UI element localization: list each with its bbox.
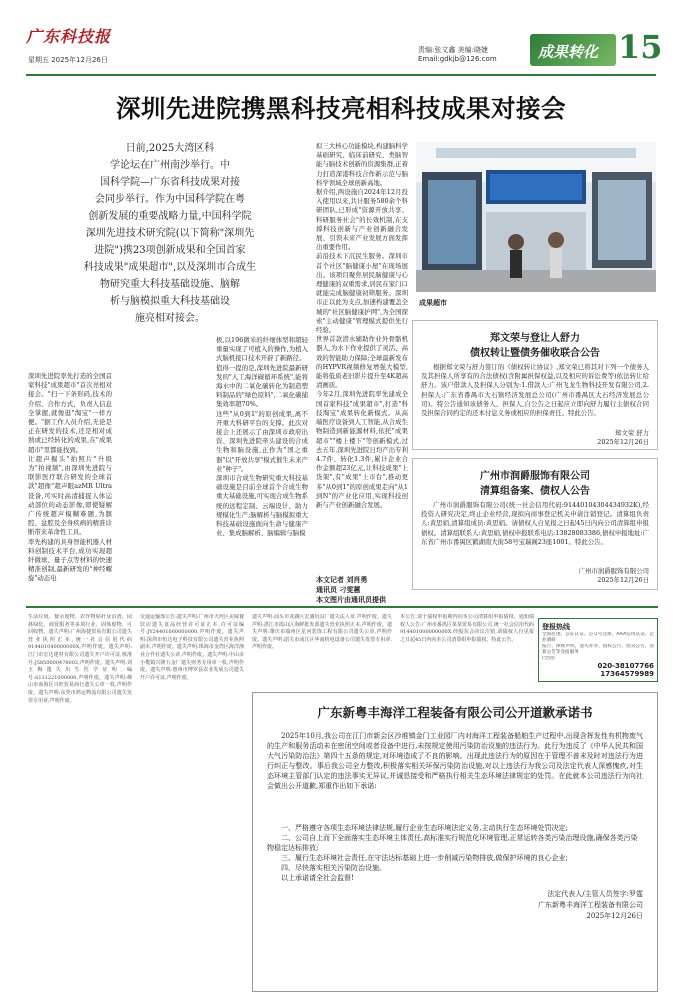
pledge-date: 2025年12月26日 [586, 912, 643, 920]
notice-debt-transfer [412, 320, 658, 450]
masthead-rule [26, 74, 656, 76]
lead-line: 会同步举行。作为中国科学院在粤 [95, 194, 245, 205]
lead-line: 深圳先进技术研究院(以下简称"深圳先 [85, 228, 255, 239]
body-column-1: 极,以196微米的纤细体型和超轻重量实现了可植入的操作,为植入式脑机接口技术开辟了新路径。 值得一提的是,深圳先进院最新研发的"人工海洋碳循环系统",能将海水中的二氧化碳转化为制造塑料制品的"绿色原料",二氧化碳捕集效率超70%。 这些"从0到1"的原创成果,离不开重大科研平台的支撑。此次对接会上还展示了由深圳市政府出资、深圳先进院牵头建设的合成生物和脑设施,正作为"国之重器"以"开放共享"模式催生未来产业"种子"。 深圳市合成生物研究重大科技基础设施是目前全球首个合成生物重大基础设施,可实现合成生物系统的远程定制、云端设计、助力规模化生产;脑解析与脑模拟重大科技基础设施面向生命与健康产业、集成脑解析、脑编辑与脑模 [216, 336, 308, 538]
pledge-item: 一、严格遵守各项生态环境法律法规,履行企业生态环境法定义务,主动执行生态环境处罚决定; [281, 824, 568, 832]
paper-name: 广东科技报 [26, 27, 112, 46]
byline-photo: 本文图片由通讯员提供 [316, 596, 386, 604]
ad-phone-2: 17364579989 [600, 670, 654, 678]
ad-line-2: 报告、律师声明、遗失补办、债权公告、拍卖公告、清算公告等登报服务 [542, 644, 654, 655]
notice1-subtitle: 债权转让暨债务催收联合公告 [470, 348, 600, 359]
lead-line: 物研究重大科技基础设施、脑解 [100, 279, 240, 290]
notice1-date: 2025年12月26日 [597, 438, 649, 446]
pledge-title: 广东新粤丰海洋工程装备有限公司公开道歉承诺书 [317, 705, 593, 720]
apology-pledge [252, 692, 658, 992]
notice2-sign: 广州市润爵服饰有限公司 [578, 567, 649, 575]
lead-line: 进院")携23项创新成果和全国首家 [94, 245, 246, 256]
lead-line: 学论坛在广州南沙举行。中 [110, 160, 230, 171]
byline [316, 575, 408, 605]
body-column-2: 拟三大核心功能模块,构建脑科学基础研究、临床前研究、类脑智能与脑技术创新的资源集群,正着力打造深港科技合作新示范与脑科学领域全球创新高地。 据介绍,两设施自2024年12月投入使用以来,共计服务580余个科研团队,已形成"资源开放共享、科研服务社会"的长效机制,在支撑科技创新与产业创新融合发展、引领未来产业发展方面发挥出重要作用。 前沿技术下沉民生服务。深圳市首个社区"脑健康小屋"在现场展出。该项目聚焦居民脑健康与心理健康的双重需求,居民在家门口就能完成脑健康初筛服务。深圳市正以此为支点,加速构建覆盖全城的"社区脑健康护网",为全国探索"主动健康"管理模式提供先行经验。 世界首款潜水辅助作业外骨骼机器人,为水下作业提供了灵活、高效的智能助力保障;全球最新发布的HYPVR视频修复增强大模型,能将低质老旧影片提升至4K超高清画质。 今年2月,深圳先进院率先建成全国首家科技"成果超市",打造"科技淘宝"成果转化新模式。从高端医疗设备到人工智能,从合成生物制造到新能源材料,依托"成果超市""楼上楼下"等创新模式,过去五年,深圳先进院日均产出专利4.7件、转化1.3件,累计企业合作金额超23亿元,让科技成果"上货架",有"成果"上市台",推动更多"从0到1"的原创成果走向"从1到N"的产业化应用,实现科技创新与产业创新融合发展。 [316, 142, 408, 509]
notice2-subtitle: 清算组备案、债权人公告 [480, 486, 590, 497]
editor-line: 责编:张文鑫 美编:晓婕 [418, 46, 488, 54]
byline-correspondent: 通讯员 刁雯蕙 [316, 586, 361, 594]
classified-column-4: 本公告,请于债权申报期内向本公司清算组申报债权。通知债权人公告:广州市番禺区某某贸易有限公司,统一社会信用代码914401000000000X,经股东会决议注销,请债权人自见报之日起45日内向本公司清算组申报债权。特此公告。 [400, 614, 534, 643]
page-number: 15 [618, 28, 663, 66]
pledge-body: 2025年10月,我公司在江门市新会区沙堆镇金门工业园厂内对海洋工程装备船舶生产过程中,出现含挥发性有机物废气的生产和服务活动未在密闭空间或者设备中进行,未按规定使用污染防治设施的违法行为。此行为违反了《中华人民共和国大气污染防治法》第四十五条的规定,对环境造成了不良的影响。出现此违法行为的原因在于管理不善未及时对违法行为进行纠正与整改。事后我公司全力整改,积极落实相关环保污染防治设施,对以上违法行为我公司及法定代表人深感愧疚,对生态环境主管部门认定的违法事实无异议,并诚恳接受和严格执行相关生态环境法律规定的处罚。在此就本公司违法行为向社会做出公开道歉,郑重作出如下承诺: [267, 732, 643, 790]
classified-column-3: 遗失声明:汕头市龙湖区宏盛玩具厂遗失法人章,声明作废。遗失声明:湛江市霞山区海鲜批发部遗失营业执照正本,声明作废。遗失声明:肇庆市端州区星河装饰工程有限公司遗失公章,声明作废。遗失声明:韶关市浈江区华南机电设备公司遗失发票专用章,声明作废。 [252, 614, 392, 651]
byline-reporter: 本文记者 刘肖勇 [316, 576, 368, 584]
photo-caption: 成果超市 [419, 299, 447, 307]
pledge-item: 二、公司自上而下全面落实生态环境主体责任,高标准实行规范化环境管理,正常运转各类污染治理设施,确保各类污染物稳定达标排放; [267, 834, 638, 852]
ad-title: 登报热线 [542, 623, 570, 631]
lead-line: 创新发展的重要战略力量,中国科学院 [88, 211, 252, 222]
pledge-items [267, 823, 643, 883]
photo-illustration [416, 142, 656, 292]
pledge-item: 四、尽快落实相关污染防治设施。 [281, 864, 386, 872]
notice2-date: 2025年12月26日 [597, 576, 649, 584]
notice2-body: 广州市润爵服饰有限公司(统一社会信用代码:91440104304434932K),经投资人研究决定,终止企业经营,现拟向商事登记机关申请注销登记。清算组负责人:黄思娟,清算组成员:黄思娟。请债权人自见报之日起45日内向公司清算组申报债权。清算组联系人:黄思娟,债权申报联系电话:13828083386,债权申报地址:广东省广州市番禺区鹤湖南大街58号宝瑞阁23座1001。特此公告。 [421, 501, 649, 546]
section-label: 成果转化 [538, 43, 599, 61]
pledge-signer: 法定代表人/主管人员签字:罗霆 [547, 890, 643, 898]
ad-line-1: 全国范围、公证认证、公众号注册、AAA信用认证、企业调研 [542, 632, 654, 643]
pledge-item: 以上承诺请全社会监督! [281, 874, 354, 882]
email-line: Email:gdkjb@126.com [418, 55, 497, 63]
masthead [26, 22, 663, 72]
notice1-title: 郑文荣与登让人舒力 [490, 333, 580, 344]
section-badge [530, 34, 616, 66]
ad-box [538, 618, 658, 682]
pledge-company: 广东新粤丰海洋工程装备有限公司 [538, 901, 643, 909]
classified-column-1: 生活垃圾、餐余废物、农作物秸秆及沼渣、园林绿化、商贸服务等多项行业、固体废物、可回收物。遗失声明:广州海捷贸易有限公司遗失营业执照正本,统一社会信用代码914401040000000X,声明作废。遗失声明:江门市宏达建材有限公司遗失开户许可证,核准号:J5850000478002,声明作废。遗失声明:刘玉梅遗失出生医学证明,编号:S131221000000,声明作废。遗失声明:佛山市南海区兴旺贸易商行遗失公章一枚,声明作废。遗失声明:东莞市鸿运物流有限公司遗失发票专用章,声明作废。 [28, 614, 132, 704]
body-column-0: 深圳先进院率先打造的全国首家科技"成果超市"首次亮相对接会。"扫一下条形码,技术的介绍、合作方式、负责人信息全掌握,就像逛"淘宝"一样方便。"据工作人员介绍,无论是正在研发的技术,还是相对成熟或已经转化的成果,在"成果超市"里都能找到。 让超声掘头"拍照片"升级为"拍视频",由深圳先进院与联影医疗联合研发的全球首款"超像"超声眼azMR Ultra设备,可实时高清捕捉人体运动部位的动态影像,即使疑解广传统超声模糊难题,为髌腔、盆腔及全身疾病的精准诊断带来革命性工具。 率先构建的具身智能机器人材料创制技术平台,成功实现超纤微球、量子点等材料的快速精准创制,最新研发的"神经螺旋"动态电 [28, 372, 112, 583]
notice2-title: 广州市润爵服饰有限公司 [480, 471, 590, 482]
headline: 深圳先进院携黑科技亮相科技成果对接会 [116, 94, 566, 123]
ad-line-3: (全国) [542, 656, 555, 661]
notice-liquidation [412, 458, 658, 590]
notice1-body: 根据郑文荣与舒力签订的《债权转让协议》,郑文荣已将其对下列一个债务人及其担保人所享有的合法债权(含附属担保权益,以及相应的诉讼费等)依法转让给舒力。该户借款人及担保人分别为:1.借款人:广州飞龙生物科技开发有限公司,2.担保人:广东省番禺市大石镇经济发展总公司(广州市番禺区大石经济发展总公司)。特公告通知该债务人、担保人,自公告之日起应立即向舒力履行主债权合同及担保合同约定的还本付息义务或相应的担保责任。特此公告。 [421, 363, 649, 418]
lead-line: 施亮相对接会。 [135, 313, 205, 324]
classified-column-2: 交通运输部公告:遗失声明:广州市天河区美味餐饮店遗失食品经营许可证正本,许可证编号:JY24401060000000,声明作废。遗失声明:深圳市恒达电子科技有限公司遗失营业执照副本,声明作废。遗失声明:珠海市金湾区海洋渔业合作社遗失公章,声明作废。遗失声明:中山市小榄镇兴隆五金厂遗失财务专用章一枚,声明作废。遗失声明:惠州市博罗县农业发展公司遗失开户许可证,声明作废。 [140, 614, 244, 681]
lead-line: 析与脑模拟重大科技基础设 [110, 296, 230, 307]
ad-phone-1: 020-38107766 [597, 662, 654, 670]
lead-line: 日前,2025大湾区科 [125, 143, 215, 154]
notice1-sign: 郑文荣 舒力 [615, 429, 649, 437]
section-divider [26, 606, 658, 608]
date-line: 星期五 2025年12月26日 [28, 56, 108, 64]
photo-achievement-supermarket [416, 142, 656, 292]
lead-line: 科技成果"成果超市",以及深圳市合成生 [83, 262, 257, 273]
lead-line: 国科学院—广东省科技成果对接 [100, 177, 240, 188]
pledge-item: 三、履行生态环境社会责任,在守法达标基础上进一步削减污染物排放,做保护环境的良心企业; [281, 854, 568, 862]
